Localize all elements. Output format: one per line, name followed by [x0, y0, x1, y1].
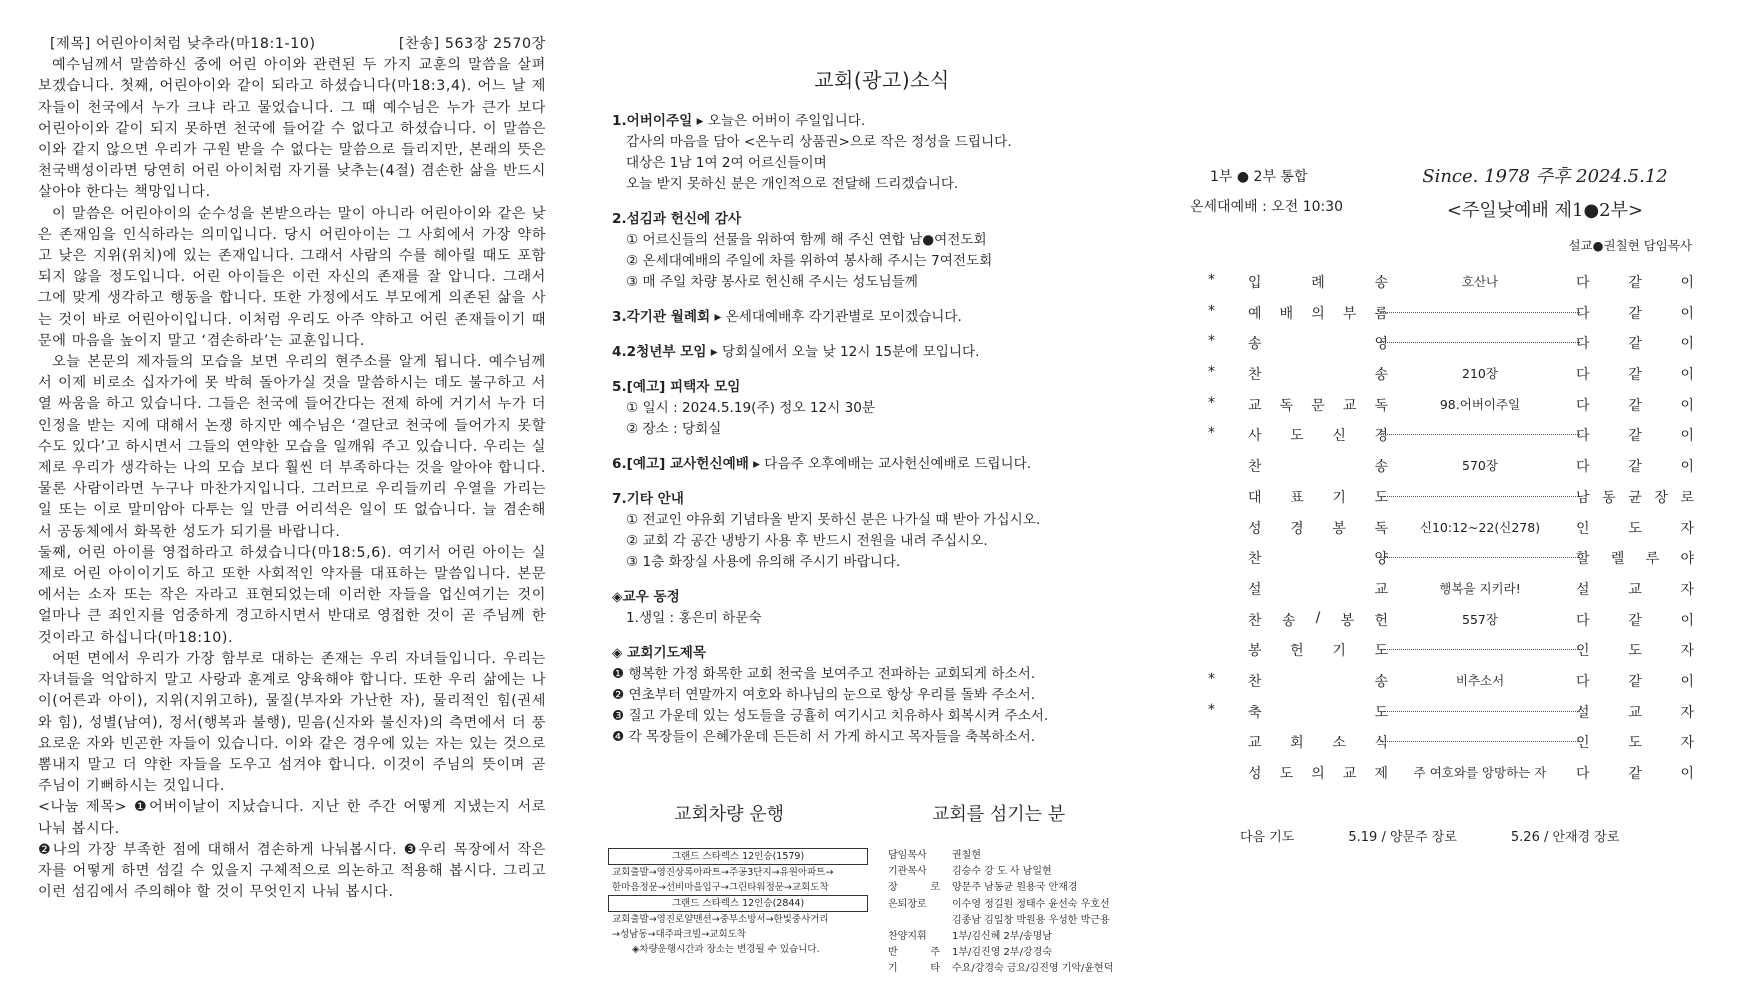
prayer-title: [612, 643, 1152, 664]
staff-section-title: 교회를 섬기는 분: [932, 804, 1066, 825]
order-table: [1190, 266, 1710, 788]
standing-mark: *: [1208, 272, 1215, 288]
staff-names: 양문주 남동균 원용국 안재경: [952, 882, 1078, 894]
order-item-detail: [1380, 557, 1580, 558]
sermon-paragraph: 둘째, 어린 아이를 영접하라고 하셨습니다(마18:5,6). 여기서 어린 아이는 실제로 어린 아이이기도 하고 또한 사회적인 약자를 대표하는 말씀입니다. 본문에서는 소자 또는 작은 자라고 표현되었는데 이러한 자들을 업신여기는 것이 얼마나 큰 죄인지를 엄중하게 경고하시면서 반대로 영접한 것이 곧 주님께 한 것이라고 하십니다(마18:10).: [38, 544, 546, 646]
staff-row: [888, 961, 1148, 977]
news-item-line: ① 전교인 야유회 기념타올 받지 못하신 분은 나가실 때 받아 가십시오.: [626, 512, 1041, 528]
news-item-text: ▸ 당회실에서 오늘 낮 12시 15분에 모입니다.: [706, 344, 980, 360]
char: 의: [1311, 305, 1325, 322]
char: 경: [1290, 520, 1304, 537]
staff-row: [888, 880, 1148, 896]
sermon-hymn: [찬송] 563장 2570장: [398, 36, 546, 52]
staff-names: 1부/김신혜 2부/송명남: [952, 931, 1052, 943]
order-item-name: [1248, 671, 1388, 691]
order-row: [1190, 665, 1710, 696]
char: 인: [1576, 520, 1590, 537]
sermon-title: [제목] 어린아이처럼 낮추라(마18:1-10): [50, 36, 316, 52]
sharing-topic: <나눔 제목> ❶어버이날이 지났습니다. 지난 한 주간 어떻게 지냈는지 서로 나눠 봅시다.: [38, 799, 546, 837]
news-item: [612, 454, 1152, 475]
next-prayer: [1240, 826, 1700, 845]
order-row: [1190, 358, 1710, 389]
staff-names: 1부/김진영 2부/강경숙: [952, 947, 1052, 959]
order-item-leader: [1576, 487, 1694, 507]
news-item: [612, 489, 1152, 573]
char: 동: [1602, 489, 1616, 506]
news-item-heading: 2.섬김과 헌신에 감사: [612, 211, 742, 227]
char: 부: [1342, 305, 1357, 322]
char: 봉: [1332, 520, 1346, 537]
news-item-title: [612, 587, 1152, 608]
char: 송: [1374, 459, 1388, 476]
char: 봉: [1340, 612, 1355, 629]
char: 독: [1374, 397, 1388, 414]
order-item-detail: 행복을 지키라!: [1439, 580, 1521, 596]
char: 영: [1374, 336, 1388, 353]
char: 축: [1248, 704, 1262, 721]
order-item-leader: [1576, 579, 1694, 599]
char: 설: [1248, 581, 1262, 598]
char: 도: [1628, 643, 1642, 660]
standing-mark: *: [1208, 701, 1215, 718]
prayer-item: ❶ 행복한 가정 화목한 교회 천국을 보여주고 전파하는 교회되게 하소서.: [612, 666, 1036, 682]
sharing-topic: ❷나의 가장 부족한 점에 대해서 겸손하게 나눠봅시다. ❸우리 목장에서 작은 자를 어떻게 하면 섬길 수 있을지 구체적으로 의논하고 적용해 봅시다. 그리고 이런 섬김에서 주의해야 할 것이 무엇인지 나눠 봅시다.: [38, 841, 546, 901]
char: 이: [1680, 612, 1694, 629]
char: 같: [1628, 367, 1642, 384]
char: 같: [1628, 612, 1642, 629]
vehicle-route: 교회출발→영진상록아파트→주공3단지→유원아파트→: [612, 867, 834, 878]
order-row: [1190, 327, 1710, 358]
news-item-heading: 6.[예고] 교사헌신예배: [612, 456, 749, 472]
char: 인: [1576, 735, 1590, 752]
char: 입: [1248, 275, 1262, 291]
order-row: [1190, 389, 1710, 420]
order-item-name: [1248, 610, 1388, 630]
char: 례: [1311, 275, 1325, 291]
char: 도: [1290, 428, 1304, 445]
char: 이: [1680, 428, 1694, 445]
vehicle-name: 그랜드 스타렉스 12인승(2844): [608, 895, 868, 912]
char: 야: [1680, 551, 1694, 568]
news-item-line: ③ 매 주일 차량 봉사로 헌신해 주시는 성도님들께: [626, 274, 918, 290]
order-row: [1190, 450, 1710, 481]
standing-mark: *: [1208, 394, 1215, 411]
char: 경: [1374, 428, 1388, 445]
char: 식: [1374, 735, 1388, 752]
char: 대: [1248, 489, 1262, 506]
char: 이: [1680, 367, 1694, 384]
standing-mark: *: [1208, 364, 1215, 381]
news-item: [612, 587, 1152, 629]
staff-role: 담임목사: [888, 850, 927, 861]
char: 설: [1576, 704, 1590, 721]
order-item-detail: [1380, 434, 1580, 435]
order-item-detail: 주 여호와를 앙망하는 자: [1413, 765, 1547, 780]
char: 자: [1680, 643, 1694, 660]
sermon-paragraph: 이 말씀은 어린아이의 순수성을 본받으라는 말이 아니라 어린아이와 같은 낮은 존재임을 인식하라는 의미입니다. 당시 어린아이는 그 사회에서 가장 약하고 낮은 지위(위치)에 있는 존재입니다. 그래서 사람의 수를 헤아릴 때도 포함되지 않을 정도입니다. 어린 아이들은 이런 자신의 존재를 잘 압니다. 그래서 그에 맞게 생각하고 행동을 합니다. 또한 가정에서도 부모에게 의존된 삶을 사는 것이 바로 어린아이입니다. 이처럼 우리도 아주 약하고 어린 존재들이기 때문에 마음을 높이지 말고 ‘겸손하라’는 교훈입니다.: [38, 205, 546, 349]
order-item-leader: [1576, 610, 1694, 630]
char: 같: [1628, 459, 1642, 476]
sermon-paragraph: 예수님께서 말씀하신 중에 어린 아이와 관련된 두 가지 교훈의 말씀을 살펴보겠습니다. 첫째, 어린아이와 같이 되라고 하셨습니다(마18:3,4). 어느 날 제자들이 천국에서 누가 크냐 라고 물었습니다. 그 때 예수님은 누가 큰가 보다 어린아이와 같이 되지 못하면 천국에 들어갈 수 없다고 하셨습니다. 이 말씀은 이와 같지 않으면 우리가 구원 받을 수 없다는 말씀으로 들리지만, 본래의 뜻은 천국백성이라면 당연히 어린 아이처럼 자기를 낮추는(4절) 겸손한 삶을 반드시 살아야 한다는 책망입니다.: [38, 57, 546, 201]
char: 도: [1374, 489, 1388, 506]
order-item-leader: [1576, 640, 1694, 660]
prayer-item: ❹ 각 목장들이 은혜가운데 든든히 서 가게 하시고 목자들을 축복하소서.: [612, 729, 1036, 745]
order-item-leader: [1576, 548, 1694, 568]
char: 기: [1332, 489, 1346, 506]
news-item-heading: ◈교우 동정: [612, 589, 680, 605]
news-item-line: 오늘 받지 못하신 분은 개인적으로 전달해 드리겠습니다.: [626, 176, 959, 192]
char: 교: [1628, 581, 1642, 598]
news-item-line: ① 일시 : 2024.5.19(주) 정오 12시 30분: [626, 400, 875, 416]
order-row: [1190, 573, 1710, 604]
news-item: [612, 377, 1152, 440]
order-row: [1190, 542, 1710, 573]
order-item-name: [1248, 333, 1388, 353]
standing-mark: *: [1208, 425, 1215, 442]
vehicle-note: ◈차량운행시간과 장소는 변경될 수 있습니다.: [632, 944, 820, 955]
char: 송: [1374, 275, 1388, 291]
char: 표: [1290, 489, 1304, 506]
order-item-detail: [1380, 649, 1580, 650]
char: 같: [1628, 766, 1642, 782]
char: 교: [1374, 581, 1388, 598]
service-info: [1190, 162, 1360, 222]
news-item-heading: 4.2청년부 모임: [612, 344, 707, 360]
char: 찬: [1248, 459, 1262, 476]
char: 다: [1576, 305, 1590, 322]
since-date: Since. 1978 주후 2024.5.12: [1422, 166, 1668, 187]
news-item: [612, 342, 1152, 363]
order-item-name: [1248, 732, 1388, 752]
news-item-text: ▸ 온세대예배후 각기관별로 모이겠습니다.: [710, 309, 962, 325]
preacher: 설교●권칠현 담임목사: [1568, 238, 1692, 253]
char: 다: [1576, 428, 1590, 445]
news-item-line: ③ 1층 화장실 사용에 유의해 주시기 바랍니다.: [626, 554, 901, 570]
char: 같: [1628, 305, 1642, 322]
order-row: [1190, 481, 1710, 512]
char: 사: [1248, 428, 1262, 445]
news-item-title: [612, 209, 1152, 230]
char: 도: [1374, 704, 1388, 721]
char: 같: [1628, 428, 1642, 445]
staff-role: 기 타: [888, 963, 940, 975]
char: 다: [1576, 367, 1590, 384]
news-item-line: ② 장소 : 당회실: [626, 421, 722, 437]
char: 남: [1576, 489, 1590, 506]
char: 교: [1342, 766, 1357, 782]
char: 도: [1374, 643, 1388, 660]
sermon-paragraph: 오늘 본문의 제자들의 모습을 보면 우리의 현주소를 알게 됩니다. 예수님께서 이제 비로소 십자가에 못 박혀 돌아가실 것을 말씀하시는 데도 불구하고 서열 싸움을 하고 있습니다. 그들은 천국에 들어간다는 전제 하에 거기서 누가 더 인정을 받는 지에 대해서 논쟁 하지만 예수님은 ‘결단코 천국에 들어가지 못할 수도 있다’고 하시면서 그들의 연약한 모습을 일깨워 주고 있습니다. 우리는 실제로 우리가 생각하는 나의 모습 보다 훨씬 더 부족하다는 것을 알아야 합니다. 물론 사람이라면 누구나 마찬가지입니다. 그러므로 우리들끼리 우열을 가리는 일 또는 이로 말미암아 다투는 일 만큼 어리석은 일이 또 없습니다. 늘 겸손해서 공동체에서 화목한 성도가 되기를 바랍니다.: [38, 354, 546, 540]
char: 교: [1342, 397, 1357, 414]
order-item-name: [1248, 548, 1388, 568]
char: 교: [1628, 704, 1642, 721]
char: 성: [1248, 766, 1262, 782]
order-item-detail: 98.어버이주일: [1439, 396, 1521, 412]
order-item-leader: [1576, 456, 1694, 476]
staff-role: 반 주: [888, 947, 940, 959]
char: 독: [1374, 520, 1388, 537]
order-item-detail: 570장: [1462, 458, 1498, 474]
order-item-name: [1248, 579, 1388, 599]
order-row: [1190, 604, 1710, 635]
char: 찬: [1248, 612, 1262, 629]
char: 자: [1680, 704, 1694, 721]
news-item-text: ▸ 오늘은 어버이 주일입니다.: [692, 113, 866, 129]
char: 할: [1576, 551, 1590, 568]
char: 송: [1374, 673, 1388, 690]
next-prayer-first: 5.19 / 양문주 장로: [1348, 830, 1457, 845]
order-item-leader: [1576, 333, 1694, 353]
staff-row: [888, 929, 1148, 945]
news-list: [612, 111, 1152, 629]
order-row: [1190, 297, 1710, 328]
order-item-name: [1248, 763, 1388, 783]
staff-row: [888, 848, 1148, 864]
char: 찬: [1248, 367, 1262, 384]
char: 문: [1311, 397, 1325, 414]
order-item-name: [1248, 456, 1388, 476]
news-item-text: ▸ 다음주 오후예배는 교사헌신예배로 드립니다.: [748, 456, 1032, 472]
order-item-name: [1248, 395, 1388, 415]
vehicle-route: →성남동→대주파크빌→교회도착: [612, 929, 747, 940]
char: 도: [1628, 735, 1642, 752]
staff-row: [888, 897, 1148, 913]
prayer-item: ❷ 연초부터 연말까지 여호와 하나님의 눈으로 항상 우리를 돌봐 주소서.: [612, 687, 1036, 703]
news-column: [612, 60, 1152, 762]
staff-role: 찬양지휘: [888, 931, 927, 943]
char: 배: [1279, 305, 1294, 322]
char: 제: [1374, 766, 1388, 782]
staff-names: 수요/강경숙 금요/김진영 기악/윤현덕: [952, 963, 1114, 975]
char: 다: [1576, 673, 1590, 690]
news-item-line: 1.생일 : 홍은미 하문숙: [626, 610, 762, 626]
char: 이: [1680, 397, 1694, 414]
char: 균: [1628, 489, 1642, 506]
char: 도: [1628, 520, 1642, 537]
staff-role: 장 로: [888, 882, 940, 894]
standing-mark: *: [1208, 333, 1215, 350]
service-title: <주일낮예배 제1●2부>: [1446, 200, 1644, 221]
char: 름: [1374, 305, 1388, 322]
char: 소: [1332, 735, 1346, 752]
staff-list: [888, 848, 1148, 978]
order-item-name: [1248, 272, 1388, 292]
char: 예: [1248, 305, 1262, 322]
news-item-title: [612, 307, 1152, 328]
order-item-leader: [1576, 763, 1694, 783]
char: 다: [1576, 459, 1590, 476]
char: 성: [1248, 520, 1262, 537]
order-item-name: [1248, 487, 1388, 507]
char: 의: [1311, 766, 1325, 782]
news-item: [612, 307, 1152, 328]
staff-names: 권칠현: [952, 850, 981, 861]
car-schedule: [608, 848, 868, 957]
char: 헌: [1374, 612, 1388, 629]
order-item-detail: [1380, 711, 1580, 712]
char: 이: [1680, 459, 1694, 476]
char: 봉: [1248, 643, 1262, 660]
order-item-detail: 호산나: [1461, 274, 1499, 289]
char: 설: [1576, 581, 1590, 598]
char: 같: [1628, 275, 1642, 291]
order-row: [1190, 696, 1710, 727]
staff-role: [888, 913, 940, 929]
order-item-detail: 210장: [1462, 366, 1498, 382]
order-item-leader: [1576, 303, 1694, 323]
char: 신: [1332, 428, 1346, 445]
order-row: [1190, 419, 1710, 450]
char: 이: [1680, 673, 1694, 690]
news-item-line: ② 온세대예배의 주일에 차를 위하여 봉사해 주시는 7여전도회: [626, 253, 993, 269]
staff-names: 김승수 강 도 사 남일현: [952, 866, 1052, 878]
char: 도: [1279, 766, 1294, 782]
char: 헌: [1290, 643, 1304, 660]
char: /: [1315, 609, 1321, 626]
char: 송: [1374, 367, 1388, 384]
news-item-heading: 5.[예고] 피택자 모임: [612, 379, 741, 395]
char: 다: [1576, 612, 1590, 629]
char: 교: [1248, 397, 1262, 414]
news-item-title: [612, 342, 1152, 363]
staff-row: [888, 945, 1148, 961]
news-item-line: ② 교회 각 공간 냉방기 사용 후 반드시 전원을 내려 주십시오.: [626, 533, 988, 549]
char: 같: [1628, 397, 1642, 414]
news-item-title: [612, 111, 1152, 132]
char: 이: [1680, 766, 1694, 782]
news-title: 교회(광고)소식: [814, 68, 950, 92]
char: 같: [1628, 673, 1642, 690]
order-row: [1190, 726, 1710, 757]
news-item-line: 감사의 마음을 담아 <온누리 상품권>으로 작은 정성을 드립니다.: [626, 134, 1012, 150]
char: 장: [1654, 489, 1668, 506]
order-row: [1190, 266, 1710, 297]
order-row: [1190, 512, 1710, 543]
standing-mark: *: [1208, 670, 1215, 687]
char: 자: [1680, 520, 1694, 537]
prayer-item: ❸ 질고 가운데 있는 성도들을 긍휼히 여기시고 치유하사 회복시켜 주소서.: [612, 708, 1049, 724]
char: 찬: [1248, 673, 1262, 690]
vehicle-route: 한마음정문→선비마을입구→그린타워정문→교회도착: [612, 882, 829, 893]
char: 자: [1680, 581, 1694, 598]
char: 송: [1281, 612, 1296, 629]
order-item-detail: [1380, 312, 1580, 313]
order-item-detail: [1380, 342, 1580, 343]
order-item-leader: [1576, 364, 1694, 384]
order-row: [1190, 634, 1710, 665]
order-item-leader: [1576, 702, 1694, 722]
staff-names: 이수영 정길원 정태수 윤선숙 우호선: [952, 898, 1110, 910]
char: 다: [1576, 336, 1590, 353]
char: 인: [1576, 643, 1590, 660]
char: 다: [1576, 275, 1590, 291]
char: 다: [1576, 766, 1590, 782]
order-item-leader: [1576, 518, 1694, 538]
news-item-heading: 1.어버이주일: [612, 113, 693, 129]
order-item-name: [1248, 303, 1388, 323]
order-item-leader: [1576, 395, 1694, 415]
news-item: [612, 209, 1152, 293]
order-row: [1190, 757, 1710, 788]
char: 이: [1680, 275, 1694, 291]
order-item-leader: [1576, 425, 1694, 445]
sermon-column: [38, 34, 546, 903]
next-prayer-second: 5.26 / 안재경 장로: [1510, 830, 1620, 845]
order-item-name: [1248, 702, 1388, 722]
order-item-detail: 신10:12~22(신278): [1419, 519, 1541, 535]
order-item-name: [1248, 425, 1388, 445]
char: 로: [1680, 489, 1694, 506]
news-item-heading: 7.기타 안내: [612, 491, 684, 507]
order-item-detail: [1380, 496, 1580, 497]
order-item-detail: [1380, 741, 1580, 742]
sermon-header: [38, 34, 546, 55]
char: 기: [1332, 643, 1346, 660]
char: 자: [1680, 735, 1694, 752]
online-time: 온세대예배 : 오전 10:30: [1190, 199, 1344, 215]
news-item: [612, 111, 1152, 195]
order-item-leader: [1576, 671, 1694, 691]
staff-row: [888, 913, 1148, 929]
char: 렐: [1610, 551, 1625, 568]
staff-role: 은퇴장로: [888, 898, 927, 910]
order-item-name: [1248, 518, 1388, 538]
char: 송: [1248, 336, 1262, 353]
news-item-title: [612, 454, 1152, 475]
char: 찬: [1248, 551, 1262, 568]
vehicle-name: 그랜드 스타렉스 12인승(1579): [608, 848, 868, 865]
vehicle-route: 교회출발→영진로얄맨션→중부소방서→한빛중사거리: [612, 914, 829, 925]
prayer-title-text: ◈ 교회기도제목: [612, 645, 706, 661]
char: 이: [1680, 305, 1694, 322]
order-item-leader: [1576, 272, 1694, 292]
news-item-line: 대상은 1남 1여 2여 어르신들이며: [626, 155, 827, 171]
char: 회: [1290, 735, 1304, 752]
char: 이: [1680, 336, 1694, 353]
next-prayer-label: 다음 기도: [1240, 830, 1295, 845]
char: 다: [1576, 397, 1590, 414]
order-item-detail: 557장: [1462, 611, 1498, 627]
char: 교: [1248, 735, 1262, 752]
char: 루: [1645, 551, 1660, 568]
staff-row: [888, 864, 1148, 880]
news-item-title: [612, 489, 1152, 510]
char: 양: [1374, 551, 1388, 568]
char: 같: [1628, 336, 1642, 353]
order-item-detail: 비추소서: [1455, 672, 1505, 688]
news-item-line: ① 어르신들의 선물을 위하여 함께 해 주신 연합 남●여전도회: [626, 232, 987, 248]
order-item-name: [1248, 640, 1388, 660]
prayer-section: [612, 643, 1152, 748]
staff-names: 김종남 김일창 박원용 우성한 박근용: [952, 914, 1110, 926]
session-label: 1부 ● 2부 통합: [1210, 169, 1308, 185]
car-section-title: 교회차량 운행: [674, 804, 785, 825]
char: 독: [1279, 397, 1294, 414]
staff-role: 기관목사: [888, 866, 927, 878]
standing-mark: *: [1208, 302, 1215, 319]
sermon-paragraph: 어떤 면에서 우리가 가장 함부로 대하는 존재는 우리 자녀들입니다. 우리는 자녀들을 억압하지 말고 사랑과 훈계로 양육해야 합니다. 또한 우리 삶에는 나이(어른과 아이), 지위(지위고하), 물질(부자와 가난한 자), 물리적인 힘(권세와 힘), 성별(남여), 정서(행복과 불행), 믿음(신자와 불신자)의 측면에서 더 풍요로운 자와 빈곤한 자들이 있습니다. 이와 같은 경우에 있는 자는 있는 것으로 뽐내지 말고 더 약한 자들을 도우고 섬겨야 합니다. 이것이 주님의 뜻이며 곧 주님이 기뻐하시는 것입니다.: [38, 650, 546, 795]
news-item-title: [612, 377, 1152, 398]
news-item-heading: 3.각기관 월례회: [612, 309, 711, 325]
order-item-leader: [1576, 732, 1694, 752]
order-item-name: [1248, 364, 1388, 384]
